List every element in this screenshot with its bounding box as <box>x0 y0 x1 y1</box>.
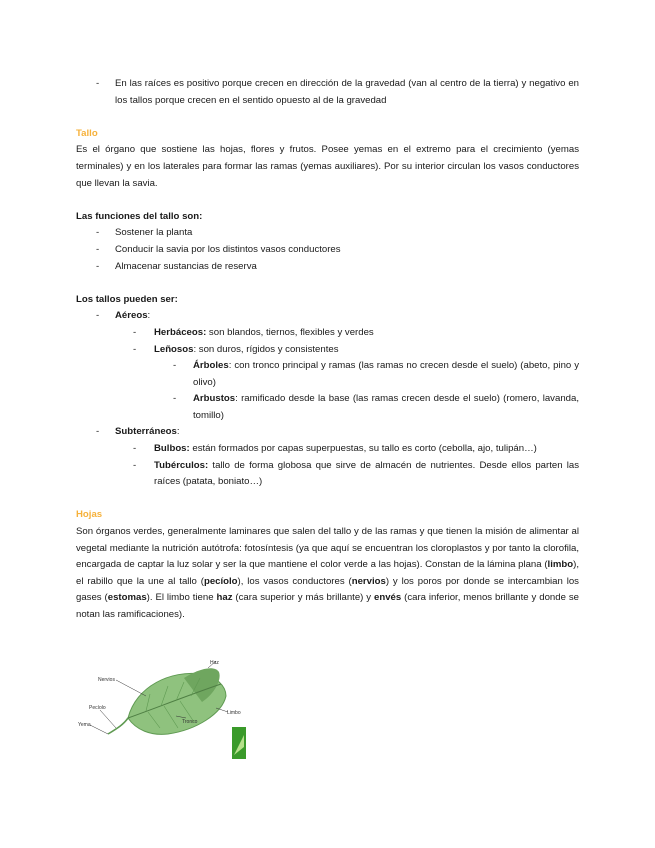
tuberculos-text: tallo de forma globosa que sirve de almacén de nutrientes. Desde ellos parten las raíces (patata, boniato…) <box>154 459 579 488</box>
list-item-raices <box>76 76 579 109</box>
bullet: - <box>96 260 100 272</box>
colon: : <box>203 326 207 338</box>
list-item <box>76 259 579 276</box>
list-item <box>76 225 579 242</box>
funcion-text: Conducir la savia por los distintos vasos conductores <box>115 243 341 255</box>
hojas-text: (cara superior y más brillante) y <box>232 592 374 604</box>
lenosos-label: Leñosos <box>154 343 194 355</box>
bullet: - <box>96 243 100 255</box>
list-item-subterraneos <box>76 424 579 441</box>
colon: : <box>205 459 209 471</box>
label-nervios: Nervios <box>98 677 115 683</box>
term-limbo: limbo <box>547 559 574 571</box>
bullet: - <box>96 426 100 438</box>
list-item-arbustos <box>76 391 579 424</box>
tuberculos-label: Tubérculos <box>154 459 205 471</box>
term-enves: envés <box>374 592 402 604</box>
label-yema: Yema <box>78 722 91 728</box>
list-item-aereos <box>76 308 579 325</box>
page-content <box>76 76 579 624</box>
logo-icon <box>232 727 246 759</box>
paragraph-hojas <box>76 524 579 624</box>
term-peciolo: pecíolo <box>203 575 238 587</box>
bullet: - <box>133 459 137 471</box>
bulbos-text: están formados por capas superpuestas, su tallo es corto (cebolla, ajo, tulipán…) <box>189 443 537 455</box>
arbustos-label: Arbustos <box>193 393 236 405</box>
herbaceos-label: Herbáceos <box>154 326 204 338</box>
colon: : <box>193 343 197 355</box>
label-peciolo: Pecíolo <box>89 705 106 711</box>
list-item <box>76 242 579 259</box>
heading-tipos: Los tallos pueden ser: <box>76 293 178 305</box>
hojas-text: ). El limbo tiene <box>146 592 217 604</box>
term-nervios: nervios <box>351 575 386 587</box>
heading-funciones: Las funciones del tallo son: <box>76 210 203 222</box>
leader-line <box>90 725 108 734</box>
bullet: - <box>133 343 137 355</box>
lenosos-text: son duros, rígidos y consistentes <box>196 343 339 355</box>
arboles-text: con tronco principal y ramas (las ramas no crecen desde el suelo) (abeto, pino y olivo) <box>193 360 579 388</box>
term-haz: haz <box>216 592 233 604</box>
label-haz: Haz <box>210 660 219 666</box>
funcion-text: Sostener la planta <box>115 227 193 239</box>
colon: : <box>176 426 180 438</box>
heading-tallo: Tallo <box>76 127 98 139</box>
list-item-arboles <box>76 358 579 391</box>
leader-line <box>100 710 116 728</box>
bullet: - <box>96 310 100 322</box>
list-item-bulbos <box>76 441 579 458</box>
arbustos-text: ramificado desde la base (las ramas crecen desde el suelo) (romero, lavanda, tomillo) <box>193 393 579 421</box>
arboles-label: Árboles <box>193 360 229 372</box>
leader-line <box>116 680 146 696</box>
paragraph-tallo: Es el órgano que sostiene las hojas, flores y frutos. Posee yemas en el extremo para el crecimiento (yemas terminales) y en los laterales para formar las ramas (yemas auxiliares). Por su interior circulan los vasos conductores que llevan la savia. <box>76 144 579 189</box>
colon: : <box>235 393 238 405</box>
petiole <box>108 718 128 734</box>
hojas-text: ), el rabillo que la une al tallo ( <box>76 559 579 587</box>
raices-text: En las raíces es positivo porque crecen en dirección de la gravedad (van al centro de la tierra) y negativo en los tallos porque crecen en el sentido opuesto al de la gravedad <box>115 78 579 106</box>
bullet: - <box>96 78 100 89</box>
bullet: - <box>96 227 100 239</box>
hojas-text: ) y los poros por donde se intercambian los gases ( <box>76 575 579 604</box>
leaf-diagram <box>76 656 256 761</box>
bullet: - <box>173 360 177 372</box>
hojas-text: ), los vasos conductores ( <box>237 575 352 587</box>
subterraneos-label: Subterráneos <box>115 426 177 438</box>
term-estomas: estomas <box>107 592 147 604</box>
bullet: - <box>133 326 137 338</box>
colon: : <box>186 443 190 455</box>
funcion-text: Almacenar sustancias de reserva <box>115 260 257 272</box>
label-limbo: Limbo <box>227 710 241 716</box>
list-item-herbaceos <box>76 325 579 342</box>
list-item-lenosos <box>76 342 579 359</box>
aereos-label: Aéreos <box>115 310 148 322</box>
hojas-text: (cara inferior, menos brillante y donde se notan las ramificaciones). <box>76 592 579 620</box>
label-tronco: Tronco <box>182 719 198 725</box>
bullet: - <box>173 393 177 405</box>
herbaceos-text: son blandos, tiernos, flexibles y verdes <box>206 326 374 338</box>
colon: : <box>228 360 232 372</box>
heading-hojas: Hojas <box>76 509 103 521</box>
bulbos-label: Bulbos <box>154 443 187 455</box>
colon: : <box>147 310 151 322</box>
bullet: - <box>133 443 137 455</box>
hojas-text: Son órganos verdes, generalmente laminares que salen del tallo y de las ramas y que tienen la misión de alimentar al vegetal mediante la nutrición autótrofa: fotosíntesis (ya que aquí se encuentran los cloroplastos y por tanto la clorofila, encargada de captar la luz solar y ser la que mantiene el color verde a las hojas). Constan de la lámina plana ( <box>76 526 579 571</box>
list-item-tuberculos <box>76 458 579 491</box>
